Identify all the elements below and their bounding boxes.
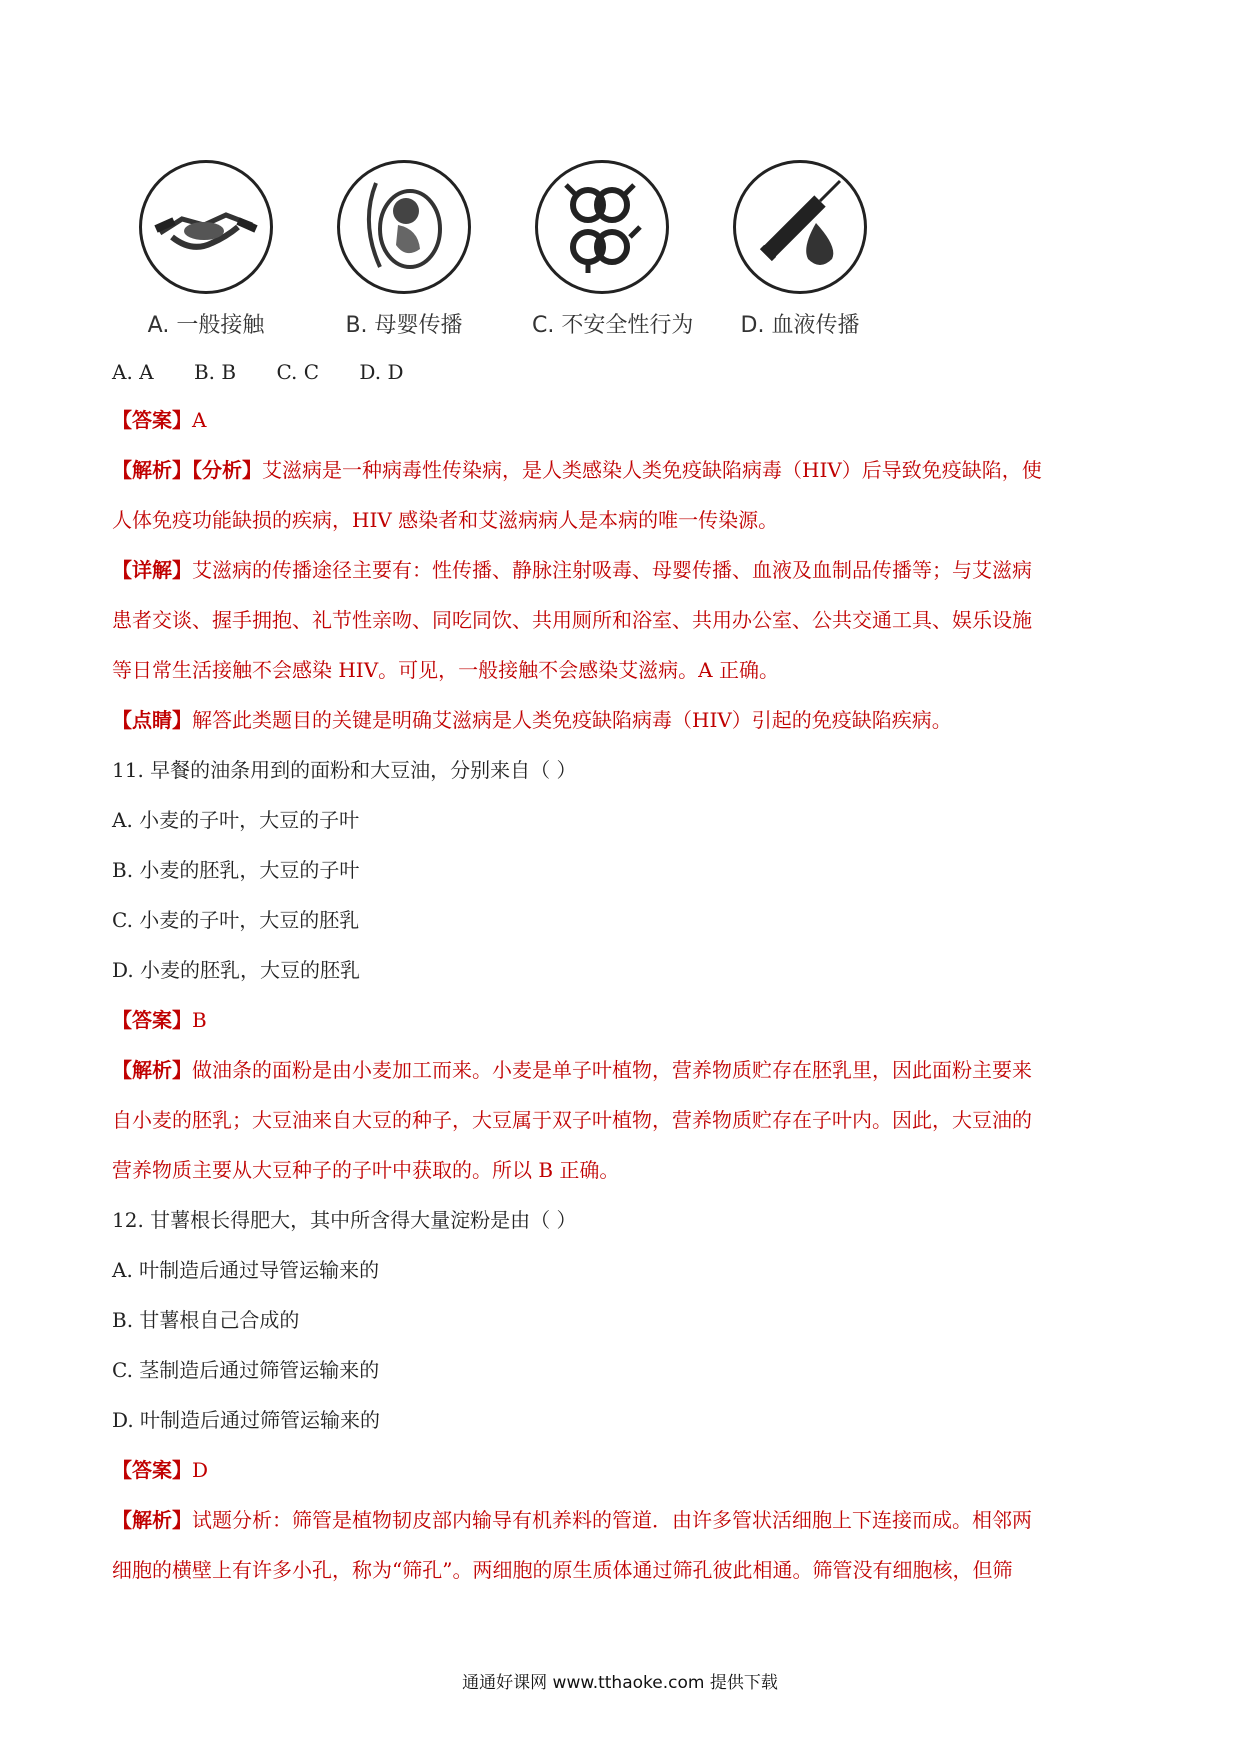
- q12-option-c: C. 茎制造后通过筛管运输来的: [112, 1358, 380, 1382]
- fetus-icon: [337, 160, 471, 294]
- point-text: 解答此类题目的关键是明确艾滋病是人类免疫缺陷病毒（HIV）引起的免疫缺陷疾病。: [192, 708, 952, 732]
- figure-b: [334, 160, 474, 339]
- q12-analysis-line: 细胞的横壁上有许多小孔，称为“筛孔”。两细胞的原生质体通过筛孔彼此相通。筛管没有细胞核，但筛: [112, 1558, 1013, 1582]
- q10-point: [112, 706, 952, 734]
- analysis-tag: 【解析】: [112, 1508, 192, 1532]
- option: C. C: [276, 360, 320, 384]
- answer-tag: 【答案】: [112, 1008, 192, 1032]
- figure-a: [136, 160, 276, 339]
- detail-text: 艾滋病的传播途径主要有：性传播、静脉注射吸毒、母婴传播、血液及血制品传播等；与艾滋病: [192, 558, 1032, 582]
- option: A. A: [112, 360, 154, 384]
- figure-c: [532, 160, 694, 339]
- analysis-tag: 【解析】【分析】: [112, 458, 262, 482]
- q12-option-d: D. 叶制造后通过筛管运输来的: [112, 1408, 381, 1432]
- q11-option-b: B. 小麦的胚乳，大豆的子叶: [112, 858, 360, 882]
- q10-detail-line: 等日常生活接触不会感染 HIV。可见，一般接触不会感染艾滋病。A 正确。: [112, 658, 779, 682]
- gender-symbols-icon: [535, 160, 669, 294]
- answer-value: D: [192, 1458, 209, 1482]
- figure-caption: D. 血液传播: [740, 313, 860, 338]
- answer-tag: 【答案】: [112, 1458, 192, 1482]
- q11-option-c: C. 小麦的子叶，大豆的胚乳: [112, 908, 360, 932]
- q10-analysis-line: [112, 456, 1042, 484]
- q10-detail-line: [112, 556, 1032, 584]
- analysis-text: 试题分析：筛管是植物韧皮部内输导有机养料的管道．由许多管状活细胞上下连接而成。相邻两: [192, 1508, 1032, 1532]
- figure-caption: B. 母婴传播: [345, 313, 463, 338]
- figure-caption: A. 一般接触: [147, 313, 265, 338]
- q10-analysis-line: 人体免疫功能缺损的疾病，HIV 感染者和艾滋病病人是本病的唯一传染源。: [112, 508, 779, 532]
- figure-caption: C. 不安全性行为: [532, 313, 694, 338]
- q10-answer: [112, 406, 206, 434]
- analysis-text: 艾滋病是一种病毒性传染病，是人类感染人类免疫缺陷病毒（HIV）后导致免疫缺陷，使: [262, 458, 1042, 482]
- q12-option-a: A. 叶制造后通过导管运输来的: [112, 1258, 380, 1282]
- q12-stem: 12. 甘薯根长得肥大，其中所含得大量淀粉是由（ ）: [112, 1208, 577, 1232]
- q11-analysis-line: 自小麦的胚乳；大豆油来自大豆的种子，大豆属于双子叶植物，营养物质贮存在子叶内。因此，大豆油的: [112, 1108, 1032, 1132]
- option: D. D: [359, 360, 404, 384]
- q11-option-a: A. 小麦的子叶，大豆的子叶: [112, 808, 360, 832]
- q11-analysis-line: [112, 1056, 1032, 1084]
- analysis-tag: 【解析】: [112, 1058, 192, 1082]
- q11-stem: 11. 早餐的油条用到的面粉和大豆油，分别来自（ ）: [112, 758, 577, 782]
- analysis-text: 做油条的面粉是由小麦加工而来。小麦是单子叶植物，营养物质贮存在胚乳里，因此面粉主要来: [192, 1058, 1032, 1082]
- answer-tag: 【答案】: [112, 408, 192, 432]
- q11-analysis-line: 营养物质主要从大豆种子的子叶中获取的。所以 B 正确。: [112, 1158, 620, 1182]
- q11-option-d: D. 小麦的胚乳，大豆的胚乳: [112, 958, 361, 982]
- page-footer: 通通好课网 www.tthaoke.com 提供下载: [462, 1673, 778, 1693]
- q12-option-b: B. 甘薯根自己合成的: [112, 1308, 300, 1332]
- q10-detail-line: 患者交谈、握手拥抱、礼节性亲吻、同吃同饮、共用厕所和浴室、共用办公室、公共交通工具、娱乐设施: [112, 608, 1032, 632]
- syringe-blood-icon: [733, 160, 867, 294]
- q11-answer: [112, 1006, 207, 1034]
- option: B. B: [193, 360, 237, 384]
- answer-value: A: [192, 408, 207, 432]
- transmission-figures: [136, 160, 956, 340]
- q12-analysis-line: [112, 1506, 1032, 1534]
- answer-value: B: [192, 1008, 207, 1032]
- q12-answer: [112, 1456, 208, 1484]
- detail-tag: 【详解】: [112, 558, 192, 582]
- handshake-icon: [139, 160, 273, 294]
- q10-options: [112, 358, 437, 386]
- figure-d: [730, 160, 870, 339]
- point-tag: 【点睛】: [112, 708, 192, 732]
